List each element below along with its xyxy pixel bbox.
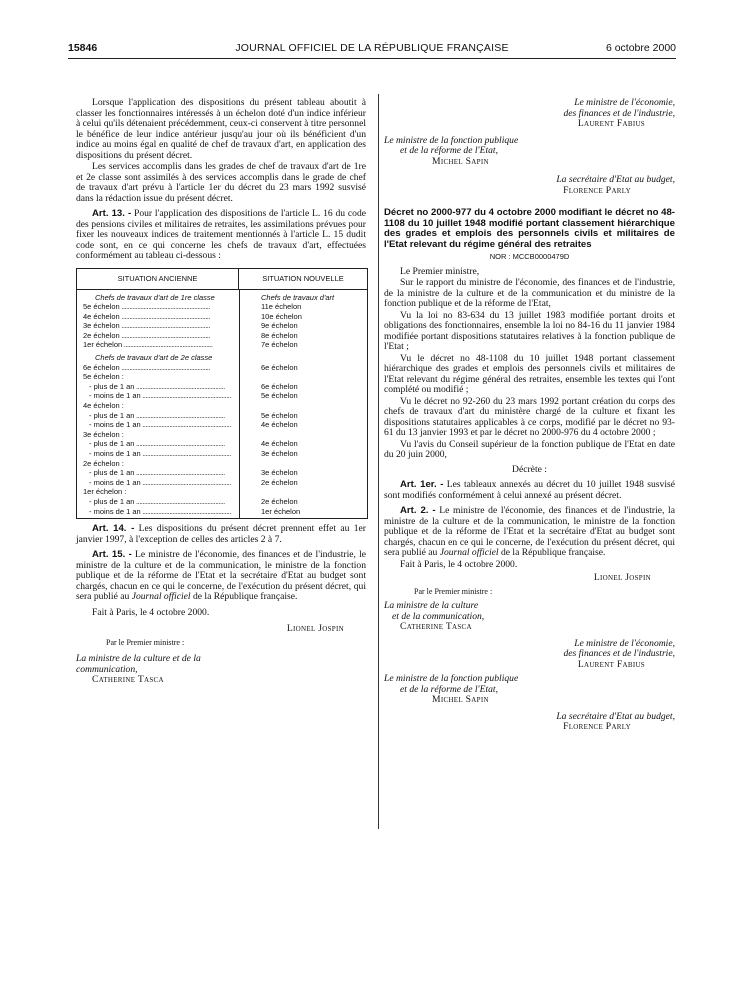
paragraph: Sur le rapport du ministre de l'économie, des finances et de l'industrie, de la ministre de la culture et de la communication et du ministre de la fonction publique et de la réforme de l'Etat, bbox=[384, 277, 675, 310]
cell-old: - plus de 1 an ..... bbox=[77, 439, 239, 449]
issue-date: 6 octobre 2000 bbox=[605, 42, 676, 54]
table-row bbox=[77, 382, 367, 392]
column-header-old: SITUATION ANCIENNE bbox=[77, 269, 239, 289]
table-row bbox=[77, 353, 367, 363]
cell-old: 2e échelon ..... bbox=[77, 331, 239, 341]
table-body bbox=[77, 290, 367, 519]
decrete: Décrète : bbox=[512, 463, 547, 475]
cell-new: 10e échelon bbox=[261, 311, 302, 321]
article-text: Le ministre de l'économie, des finances et de l'industrie, la ministre de la culture et de la communication, le ministre de la fonction publique et de la réforme de l'Etat et la secrétaire d'Etat au budget sont chargés, chacun en ce qui le concerne, de l'exécution du présent décret, qui sera publié au bbox=[384, 505, 675, 559]
cell-new: 6e échelon bbox=[261, 381, 298, 391]
done-at: Fait à Paris, le 4 octobre 2000. bbox=[400, 558, 518, 570]
cell-old: 1er échelon : bbox=[83, 487, 127, 497]
article-text: Les tableaux annexés au décret du 10 juillet 1948 susvisé sont modifiés conformément à celui annexé au présent décret. bbox=[384, 479, 675, 501]
table-row bbox=[77, 340, 367, 350]
journal-title: JOURNAL OFFICIEL DE LA RÉPUBLIQUE FRANÇAISE bbox=[235, 42, 509, 54]
signatory-title: et de la communication, bbox=[392, 610, 485, 622]
table-row bbox=[77, 507, 367, 517]
article-text: de la République française. bbox=[190, 591, 298, 603]
article-text: Le ministre de l'économie, des finances et de l'industrie, le ministre de la culture et de la communication, le ministre de la fonction publique et de la réforme de l'Etat et la secrétaire d'Etat au budget sont chargés, chacun en ce qui le concerne, de l'exécution du présent décret, qui sera publié au bbox=[76, 549, 366, 603]
table-row bbox=[77, 293, 367, 303]
cell-new: Chefs de travaux d'art bbox=[261, 292, 335, 302]
table-row bbox=[77, 411, 367, 421]
table-row bbox=[77, 420, 367, 430]
table-row bbox=[77, 401, 367, 411]
cell-new: 3e échelon bbox=[261, 449, 298, 458]
cell-old: 5e échelon ..... bbox=[77, 302, 239, 312]
signatory-title: Le ministre de la fonction publique bbox=[384, 673, 519, 685]
by-pm: Par le Premier ministre : bbox=[414, 586, 493, 596]
signatory-name: Lionel Jospin bbox=[593, 572, 651, 584]
cell-new: 1er échelon bbox=[261, 506, 301, 516]
paragraph: Les services accomplis dans les grades de chef de travaux d'art de 1re et 2e classe sont assimilés à des services accomplis dans le grade de chef de travaux d'art prévu à l'article 1er du décret du 23 mars 1992 susvisé dans la rédaction issue du présent décret. bbox=[76, 161, 366, 204]
journal-ref: Journal officiel bbox=[131, 591, 191, 603]
signatory-title: des finances et de l'industrie, bbox=[563, 648, 675, 660]
article-label: Art. 15. - bbox=[92, 549, 132, 561]
table-row bbox=[77, 312, 367, 322]
cell-new: 2e échelon bbox=[261, 496, 298, 506]
article-label: Art. 14. - bbox=[92, 523, 135, 535]
article-15 bbox=[76, 550, 366, 603]
page-number: 15846 bbox=[68, 42, 98, 54]
table-row bbox=[77, 372, 367, 382]
signatory-name: Laurent Fabius bbox=[577, 118, 645, 129]
cell-old: - plus de 1 an ..... bbox=[77, 497, 239, 507]
table-row bbox=[77, 363, 367, 373]
cell-old: 2e échelon : bbox=[83, 458, 124, 468]
signatory-title: Le ministre de l'économie, bbox=[574, 97, 675, 108]
article-text: Les dispositions du présent décret prennent effet au 1er janvier 1997, à l'exception de celles des articles 2 à 7. bbox=[76, 523, 366, 545]
paragraph: Vu l'avis du Conseil supérieur de la fonction publique de l'Etat en date du 20 juin 2000, bbox=[384, 438, 675, 461]
table-row bbox=[77, 321, 367, 331]
table-row bbox=[77, 302, 367, 312]
cell-old: 5e échelon : bbox=[83, 372, 124, 382]
assimilation-table bbox=[76, 268, 368, 520]
signatory-title: Le ministre de la fonction publique bbox=[384, 134, 519, 146]
right-column bbox=[384, 98, 675, 733]
table-row bbox=[77, 391, 367, 401]
cell-new: 8e échelon bbox=[261, 330, 298, 340]
signatory-title: La secrétaire d'Etat au budget, bbox=[556, 710, 675, 722]
cell-old: 4e échelon : bbox=[83, 401, 124, 411]
table-row bbox=[77, 468, 367, 478]
cell-new: 4e échelon bbox=[261, 420, 298, 430]
table-row bbox=[77, 449, 367, 459]
paragraph: Lorsque l'application des dispositions du présent tableau aboutit à classer les fonctionnaires intéressés à un échelon doté d'un indice inférieur à celui qu'ils détenaient précédemment, ceux-ci conservent à titre personnel le bénéfice de leur indice antérieur jusqu'au jour où ils bénéficient d'un indice au moins égal en qualité de chef de travaux d'art, en application des dispositions du présent décret. bbox=[76, 97, 366, 161]
paragraph: Vu le décret no 92-260 du 23 mars 1992 portant création du corps des chefs de travaux d'art du ministère chargé de la culture et fixant les dispositions statutaires applicables à ce corps, modifié par le décret no 93-61 du 13 janvier 1993 et par le décret no 2000-976 du 4 octobre 2000 ; bbox=[384, 395, 675, 439]
column-divider bbox=[378, 94, 379, 829]
by-pm: Par le Premier ministre : bbox=[106, 637, 185, 647]
signatory-title: et de la réforme de l'Etat, bbox=[400, 145, 498, 156]
signatory-title: et de la réforme de l'Etat, bbox=[400, 683, 498, 695]
cell-old: - moins de 1 an ..... bbox=[77, 449, 239, 459]
cell-new: 4e échelon bbox=[261, 439, 298, 449]
signatory-name: Michel Sapin bbox=[432, 155, 489, 167]
signatory-name: Catherine Tasca bbox=[400, 621, 472, 633]
cell-old: - moins de 1 an ..... bbox=[77, 507, 239, 517]
cell-old: - plus de 1 an ..... bbox=[77, 468, 239, 478]
signatory-title: La ministre de la culture et de la communication, bbox=[76, 653, 201, 675]
article-text: de la République française. bbox=[498, 547, 606, 559]
table-header bbox=[77, 269, 367, 290]
signatory-name: Catherine Tasca bbox=[92, 674, 164, 686]
cell-new bbox=[239, 430, 367, 440]
cell-old: 3e échelon ..... bbox=[77, 321, 239, 331]
table-row bbox=[77, 430, 367, 440]
cell-new: 5e échelon bbox=[261, 391, 298, 401]
table-row bbox=[77, 478, 367, 488]
article-label: Art. 13. - bbox=[92, 208, 132, 219]
article-13 bbox=[76, 209, 366, 262]
paragraph: Vu la loi no 83-634 du 13 juillet 1983 modifiée portant droits et obligations des fonctionnaires, ensemble la loi no 84-16 du 11 janvier 1984 modifiée portant dispositions statutaires relatives à la fonction publique de l'Etat ; bbox=[384, 309, 675, 353]
signatory-title: La secrétaire d'Etat au budget, bbox=[556, 174, 675, 185]
cell-new: 3e échelon bbox=[261, 468, 298, 478]
signatory-name: Lionel Jospin bbox=[286, 623, 344, 635]
cell-old: Chefs de travaux d'art de 2e classe bbox=[95, 353, 213, 363]
cell-new: 11e échelon bbox=[261, 302, 302, 312]
column-header-new: SITUATION NOUVELLE bbox=[262, 273, 344, 283]
signatory-title: Le ministre de l'économie, bbox=[574, 637, 675, 649]
cell-old: - moins de 1 an ..... bbox=[77, 420, 239, 430]
table-row bbox=[77, 487, 367, 497]
table-row bbox=[77, 497, 367, 507]
cell-old: 3e échelon : bbox=[83, 429, 124, 439]
page-header bbox=[68, 40, 676, 56]
cell-old: 4e échelon ..... bbox=[77, 312, 239, 322]
cell-new: 5e échelon bbox=[261, 410, 298, 420]
signatory-name: Michel Sapin bbox=[432, 694, 489, 706]
signatory-name: Florence Parly bbox=[563, 184, 631, 196]
cell-old: - moins de 1 an ..... bbox=[77, 391, 239, 401]
cell-new: 6e échelon bbox=[261, 362, 298, 372]
signatory-name: Laurent Fabius bbox=[577, 658, 645, 670]
nor-reference: NOR : MCCB0000479D bbox=[489, 252, 570, 262]
cell-new: 7e échelon bbox=[261, 340, 298, 350]
signatory-name: Florence Parly bbox=[563, 721, 631, 733]
table-row bbox=[77, 459, 367, 469]
cell-old: Chefs de travaux d'art de 1re classe bbox=[95, 292, 215, 302]
article-1 bbox=[384, 480, 675, 501]
signatory-title: des finances et de l'industrie, bbox=[563, 107, 675, 119]
cell-old: - plus de 1 an ..... bbox=[77, 411, 239, 421]
done-at: Fait à Paris, le 4 octobre 2000. bbox=[92, 606, 210, 618]
signatory-title: La ministre de la culture bbox=[384, 600, 479, 612]
journal-ref: Journal officiel bbox=[439, 547, 499, 559]
cell-new: 9e échelon bbox=[261, 321, 298, 331]
cell-old: - plus de 1 an ..... bbox=[77, 382, 239, 392]
left-column bbox=[76, 98, 366, 686]
article-14 bbox=[76, 524, 366, 545]
header-rule bbox=[68, 58, 676, 59]
article-label: Art. 1er. - bbox=[400, 479, 444, 491]
cell-new bbox=[239, 487, 367, 497]
cell-new bbox=[239, 372, 367, 382]
cell-old: 1er échelon ..... bbox=[77, 340, 239, 350]
cell-new bbox=[239, 459, 367, 469]
cell-old: - moins de 1 an ..... bbox=[77, 478, 239, 488]
table-row bbox=[77, 331, 367, 341]
cell-new bbox=[239, 353, 367, 363]
paragraph: Vu le décret no 48-1108 du 10 juillet 1948 portant classement hiérarchique des grades et emplois des personnels civils et militaires de l'Etat relevant du régime général des retraites, ensemble les textes qui l'ont complété ou modifié ; bbox=[384, 352, 675, 396]
article-text: Pour l'application des dispositions de l'article L. 16 du code des pensions civiles et militaires de retraites, les assimilations prévues pour fixer les nouveaux indices de traitement mentionnés à l'article L. 15 dudit code sont, en ce qui concerne les chefs de travaux d'art, effectuées conformément au tableau ci-dessous : bbox=[76, 208, 366, 261]
paragraph: Le Premier ministre, bbox=[400, 265, 480, 277]
decree-title: Décret no 2000-977 du 4 octobre 2000 modifiant le décret no 48-1108 du 10 juillet 1948 modifié portant classement hiérarchique des grades et emplois des personnels civils et militaires de l'Etat relevant du régime général des retraites bbox=[384, 207, 675, 250]
cell-new bbox=[239, 401, 367, 411]
article-label: Art. 2. - bbox=[400, 505, 436, 517]
cell-new: 2e échelon bbox=[261, 477, 298, 487]
cell-old: 6e échelon ..... bbox=[77, 363, 239, 373]
table-row bbox=[77, 439, 367, 449]
article-2 bbox=[384, 506, 675, 559]
